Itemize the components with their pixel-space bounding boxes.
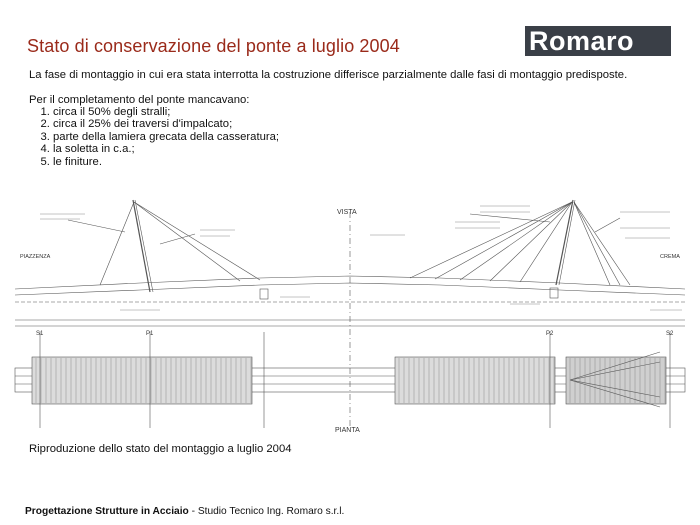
left-stay [134, 202, 260, 280]
right-stay [460, 202, 572, 280]
right-pylon [556, 200, 573, 285]
page-title: Stato di conservazione del ponte a luglio 2004 [27, 36, 400, 56]
left-pylon [133, 200, 150, 292]
right-stay [574, 202, 620, 285]
pier-label: S2 [666, 331, 674, 337]
footer [25, 506, 344, 517]
right-stay [574, 202, 630, 285]
missing-list [29, 106, 279, 168]
list-item: 1. circa il 50% degli stralli; [53, 106, 279, 118]
left-side-label: PIAZZENZA [20, 254, 51, 260]
pier-label: P2 [546, 331, 554, 337]
plan-label: PIANTA [335, 427, 360, 434]
annotation-marks [40, 206, 682, 310]
drawing-caption: Riproduzione dello stato del montaggio a luglio 2004 [29, 443, 292, 455]
list-item: 3. parte della lamiera grecata della casseratura; [53, 131, 279, 143]
intro-paragraph: La fase di montaggio in cui era stata interrotta la costruzione differisce parzialmente dalle fasi di montaggio predisposte. [29, 69, 628, 81]
missing-lead: Per il completamento del ponte mancavano: [29, 94, 250, 106]
pier-label: S1 [36, 331, 44, 337]
list-item: 5. le finiture. [53, 156, 279, 168]
left-stay [100, 202, 134, 285]
right-stay [410, 202, 572, 278]
elevation-label: VISTA [337, 209, 357, 216]
right-stay [574, 202, 610, 285]
pier-label: P1 [146, 331, 154, 337]
footer-bold: Progettazione Strutture in Acciaio [25, 506, 189, 517]
right-side-label: CREMA [660, 254, 680, 260]
missing-parts-block [29, 94, 279, 168]
pier-P1 [260, 289, 268, 299]
left-stay [134, 202, 240, 281]
bridge-technical-drawing [10, 192, 690, 434]
company-logo: Romaro [525, 26, 671, 56]
footer-rest: - Studio Tecnico Ing. Romaro s.r.l. [188, 506, 345, 517]
list-item: 2. circa il 25% dei traversi d'impalcato; [53, 118, 279, 130]
deck-segment [32, 357, 252, 404]
right-stay [435, 202, 572, 279]
list-item: 4. la soletta in c.a.; [53, 143, 279, 155]
